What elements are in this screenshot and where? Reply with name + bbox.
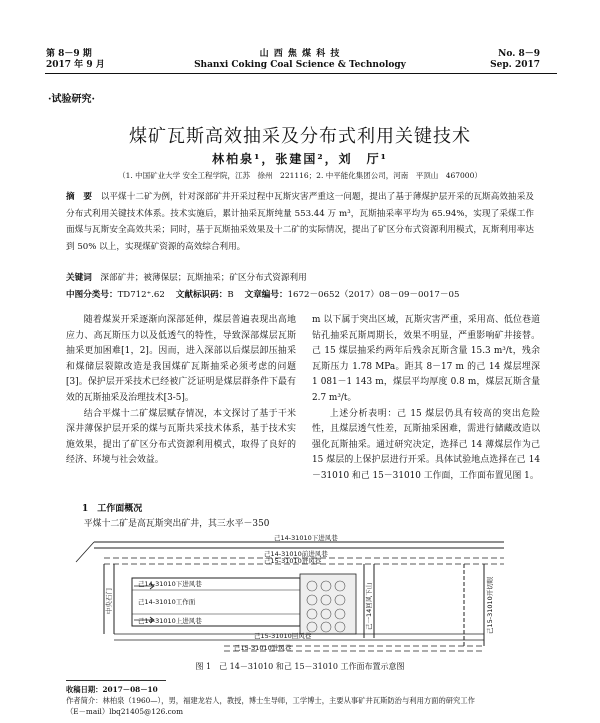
author-info: 作者简介：林柏泉（1960—），男，福建龙岩人，教授，博士生导师，工学博士，主要从事矿井瓦斯防治与利用方面的研究工作 [66, 696, 475, 705]
doc-code: B [227, 290, 234, 300]
left-paragraph-1: 随着煤炭开采逐渐向深部延伸，煤层普遍表现出高地应力、高瓦斯压力以及低透气的特性，导致深部煤层瓦斯抽采更加困难[1，2]。因而，进入深部以后煤层卸压抽采和煤储层裂隙改造是我国煤矿瓦斯抽采必须考虑的问题[3]。保护层开采技术已经被广泛证明是煤层群条件下最有效的瓦斯抽采及治理技术[3-5]。 [66, 315, 296, 403]
left-paragraph-3: 平煤十二矿是高瓦斯突出矿井，其三水平－350 [83, 519, 270, 529]
label-return-downhill: 己一14回风下山 [365, 582, 373, 630]
keywords-label: 关键词 [66, 273, 92, 283]
label-14-upper-inlet: 己14-31010上进风巷 [138, 617, 202, 625]
abstract-text: 以平煤十二矿为例，针对深部矿井开采过程中瓦斯灾害严重这一问题，提出了基于薄煤护层开采的瓦斯高效抽采及分布式利用关键技术体系。技术实施后，累计抽采瓦斯纯量 553.44 万 m³，瓦斯抽采率平均为 65.94%，实现了采煤工作面煤与瓦斯安全高效共采；同时，基于瓦斯抽采效果及十二矿的实际情况，提出了矿区分布式资源利用模式，瓦斯利用率达到 50% 以上，实现煤矿资源的高效综合利用。 [66, 192, 534, 252]
section-label: ·试验研究· [48, 94, 95, 105]
journal-en: Shanxi Coking Coal Science & Technology [194, 60, 406, 70]
date-en: Sep. 2017 [490, 60, 540, 70]
art-label: 文章编号： [244, 290, 288, 300]
label-15-return: 己15-31010回风巷 [254, 632, 312, 640]
abstract [66, 189, 534, 255]
keywords-text: 深部矿井；被薄保层；瓦斯抽采；矿区分布式资源利用 [100, 273, 307, 283]
figure-caption: 图 1 己 14－31010 和己 15－31010 工作面布置示意图 [195, 662, 405, 671]
clc-label: 中图分类号： [66, 290, 118, 300]
right-paragraph-1: m 以下属于突出区域，瓦斯灾害严重，采用高、低位巷道钻孔抽采瓦斯周期长，效果不明显，严重影响矿井接替。己 15 煤层抽采约两年后残余瓦斯含量 15.3 m³/t，残余瓦斯压力 1.78 MPa。距其 8－17 m 的己 14 煤层埋深 1 081－1 143 m，煤层平均厚度 0.8 m，煤层瓦斯含量 2.7 m³/t。 [312, 315, 540, 403]
section-heading-1: 1 工作面概况 [82, 504, 143, 514]
label-15-inlet-2: 己15-31010进风巷 [234, 644, 292, 652]
mine-layout-figure [64, 534, 536, 654]
classification-codes [66, 288, 534, 302]
left-paragraph-2: 结合平煤十二矿煤层赋存情况，本文探讨了基于干米深井薄保护层开采的煤与瓦斯共采技术体系，基于技术实施效果，提出了矿区分布式资源利用模式，取得了良好的经济、环境与社会效益。 [66, 408, 296, 466]
footnote-rule [66, 680, 166, 681]
label-15-inlet: 己15-31010进风巷 [264, 557, 322, 565]
received-date: 收稿日期：2017－08－10 [66, 685, 158, 694]
journal-cn: 山 西 焦 煤 科 技 [259, 49, 341, 59]
right-paragraph-2: 上述分析表明：己 15 煤层仍具有较高的突出危险性，且煤层透气性差，瓦斯抽采困难，需进行储藏改造以强化瓦斯抽采。通过研究决定，选择己 14 薄煤层作为己 15 煤层的上保护层进行开采。具体试验地点选择在己 14－31010 和己 15－31010 工作面，工作面布置见图 1。 [312, 408, 540, 481]
label-14-lower-inlet: 己14-31010下进风巷 [274, 534, 338, 542]
author-email: （E－mail）lbq21405@126.com [66, 707, 183, 716]
label-14-face: 己14-31010工作面 [138, 598, 196, 606]
goaf-area [300, 574, 356, 634]
issue-cn: 第 8－9 期 [46, 49, 92, 59]
header-issue-en [490, 49, 540, 71]
art-code: 1672－0652（2017）08－09－0017－05 [287, 290, 460, 300]
authors: 林柏泉¹，张建国²，刘 厅¹ [212, 152, 388, 166]
issue-en: No. 8－9 [498, 49, 540, 59]
body-left-column [66, 313, 296, 469]
abstract-label: 摘 要 [66, 192, 93, 202]
keywords [66, 271, 534, 285]
footnote [66, 684, 546, 717]
body-right-column [312, 313, 540, 485]
paper-title: 煤矿瓦斯高效抽采及分布式利用关键技术 [129, 126, 471, 147]
label-open-cut: 己15-31010开切眼 [486, 576, 494, 634]
header-rule [45, 73, 557, 74]
label-14-lower-inlet-2: 己14-31010下进风巷 [138, 580, 202, 588]
clc-code: TD712⁺.62 [117, 290, 165, 300]
date-cn: 2017 年 9 月 [46, 60, 105, 70]
doc-label: 文献标识码： [175, 290, 228, 300]
label-central-crosscut: 中央石门 [105, 588, 113, 614]
affiliation: （1. 中国矿业大学 安全工程学院，江苏 徐州 221116；2. 中平能化集团公司，河南 平顶山 467000） [118, 171, 482, 180]
label-14-front-inlet: 己14-31010前进风巷 [264, 550, 328, 558]
